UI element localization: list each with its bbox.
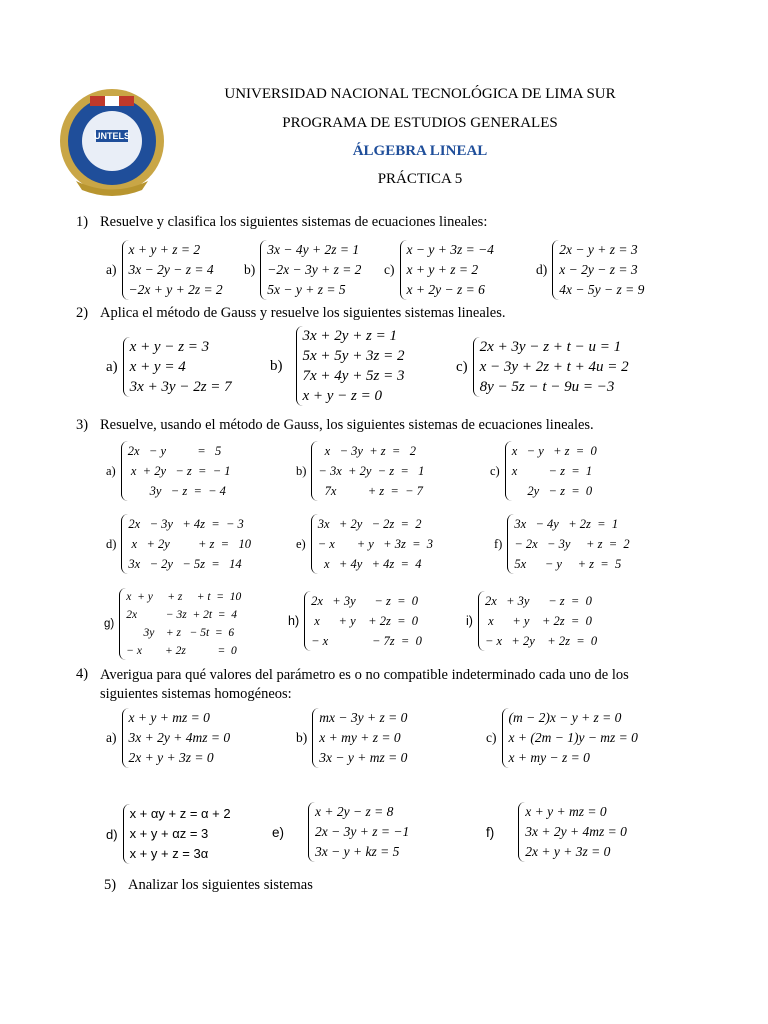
equation: 2x − 3y + z = −1 xyxy=(315,824,410,839)
system-label: i) xyxy=(466,614,473,628)
equation: x + y + z = 3α xyxy=(129,846,209,861)
system-2c xyxy=(456,337,629,397)
equation: − x + 2y + 2z = 0 xyxy=(484,634,598,648)
system-label: a) xyxy=(106,262,117,277)
system-label: a) xyxy=(106,463,116,478)
system-label: b) xyxy=(296,730,308,745)
system-1a xyxy=(106,240,223,300)
equation: 2x + y + 3z = 0 xyxy=(128,750,214,765)
system-4c xyxy=(486,708,638,768)
university-name: UNIVERSIDAD NACIONAL TECNOLÓGICA DE LIMA SUR xyxy=(224,86,616,102)
equation: x + y + 2z = 0 xyxy=(311,614,419,628)
equation: x − 3y + 2z + t + 4u = 2 xyxy=(479,359,629,375)
system-3c xyxy=(490,441,597,501)
equation: x + y + z + t = 10 xyxy=(126,591,242,603)
system-4b xyxy=(296,708,407,768)
equation: 4x − 5y − z = 9 xyxy=(559,282,645,297)
equation: 3x + 2y − 2z = 2 xyxy=(317,517,422,531)
question-4 xyxy=(76,666,676,704)
equation: − 2x − 3y + z = 2 xyxy=(514,537,630,551)
equation: x + 2y − z = 8 xyxy=(315,804,394,819)
equation: x + my + z = 0 xyxy=(319,730,401,745)
system-label: b) xyxy=(270,357,283,374)
system-label: b) xyxy=(296,463,307,478)
equation: 5x − y + z = 5 xyxy=(267,282,346,297)
system-label: d) xyxy=(536,262,548,277)
system-4e xyxy=(272,802,409,862)
question-number: 1) xyxy=(76,214,89,230)
question-text: Averigua para qué valores del parámetro es o no compatible indeterminado cada uno de los siguientes sistemas homogéneos: xyxy=(100,667,629,702)
equation: − x + y + 3z = 3 xyxy=(317,537,434,551)
equation: x − 2y − z = 3 xyxy=(559,262,638,277)
system-3a xyxy=(106,441,231,501)
question-text: Resuelve, usando el método de Gauss, los siguientes sistemas de ecuaciones lineales. xyxy=(100,417,594,433)
system-label: g) xyxy=(104,618,115,630)
equation: x + my − z = 0 xyxy=(508,750,590,765)
equation: 5x + 5y + 3z = 2 xyxy=(302,348,405,364)
logo-text: UNTELS xyxy=(94,131,130,141)
equation: x + (2m − 1)y − mz = 0 xyxy=(508,730,638,745)
equation: − x + 2z = 0 xyxy=(126,645,237,657)
equation: x + 2y − z = 6 xyxy=(406,282,485,297)
system-label: e) xyxy=(296,536,306,551)
system-label: f) xyxy=(486,824,495,840)
equation: x + y + mz = 0 xyxy=(128,710,210,725)
question-text: Aplica el método de Gauss y resuelve los siguientes sistemas lineales. xyxy=(100,305,506,321)
equation: −2x − 3y + z = 2 xyxy=(267,262,362,277)
equation: x + 2y − z = − 1 xyxy=(127,464,231,478)
equation: − x − 7z = 0 xyxy=(311,634,422,648)
equation: 2y − z = 0 xyxy=(511,484,593,498)
equation: 3y + z − 5t = 6 xyxy=(126,627,235,639)
system-3g xyxy=(104,588,241,660)
system-label: d) xyxy=(106,826,118,842)
equation: (m − 2)x − y + z = 0 xyxy=(508,710,622,725)
system-3b xyxy=(296,441,424,501)
system-label: e) xyxy=(272,824,285,840)
system-label: a) xyxy=(106,730,117,745)
equation: 2x − y + z = 3 xyxy=(559,242,638,257)
question-3 xyxy=(76,417,594,434)
equation: x + y + z = 2 xyxy=(406,262,479,277)
equation: 2x + 3y − z + t − u = 1 xyxy=(479,339,622,355)
equation: x − 3y + z = 2 xyxy=(318,444,416,458)
equation: 7x + 4y + 5z = 3 xyxy=(302,368,405,384)
system-3d xyxy=(106,514,251,574)
question-text: Resuelve y clasifica los siguientes sistemas de ecuaciones lineales: xyxy=(100,214,488,230)
equation: x − y + 3z = −4 xyxy=(406,242,494,257)
equation: 2x + y + 3z = 0 xyxy=(525,844,611,859)
question-1 xyxy=(76,214,487,231)
equation: x + y + 2z = 0 xyxy=(484,614,592,628)
equation: 5x − y + z = 5 xyxy=(514,557,622,571)
equation: −2x + y + 2z = 2 xyxy=(128,282,223,297)
system-label: c) xyxy=(384,262,395,277)
question-5 xyxy=(104,877,313,894)
system-label: f) xyxy=(494,536,503,551)
system-3e xyxy=(296,514,433,574)
system-4f xyxy=(486,802,627,862)
question-2 xyxy=(76,305,506,322)
program-name: PROGRAMA DE ESTUDIOS GENERALES xyxy=(282,115,558,131)
system-label: a) xyxy=(106,358,118,375)
question-number: 2) xyxy=(76,305,89,321)
equation: 7x + z = − 7 xyxy=(318,484,423,498)
question-text: Analizar los siguientes sistemas xyxy=(128,877,313,893)
equation: 3x − y + mz = 0 xyxy=(319,750,408,765)
system-4d xyxy=(106,804,231,864)
equation: x + 2y + z = 10 xyxy=(128,537,251,551)
equation: 2x + 3y − z = 0 xyxy=(311,594,419,608)
question-number: 4) xyxy=(76,666,89,682)
equation: x + αy + z = α + 2 xyxy=(129,806,231,821)
course-title: ÁLGEBRA LINEAL xyxy=(352,143,488,159)
system-label: c) xyxy=(456,358,468,375)
equation: x + y + mz = 0 xyxy=(525,804,607,819)
system-label: c) xyxy=(486,730,497,745)
equation: x + y + z = 2 xyxy=(128,242,201,257)
equation: 3x + 2y + 4mz = 0 xyxy=(128,730,231,745)
equation: 3x + 2y + 4mz = 0 xyxy=(525,824,627,839)
question-number: 3) xyxy=(76,417,89,433)
question-number: 5) xyxy=(104,877,117,893)
equation: x + y − z = 3 xyxy=(129,339,210,355)
system-3i xyxy=(466,591,597,651)
equation: − 3x + 2y − z = 1 xyxy=(318,464,425,478)
system-1c xyxy=(384,240,494,300)
equation: 3y − z = − 4 xyxy=(127,484,226,498)
equation: 3x − 4y + 2z = 1 xyxy=(514,517,619,531)
equation: 3x + 3y − 2z = 7 xyxy=(129,379,232,395)
system-1b xyxy=(244,240,361,300)
system-label: c) xyxy=(490,463,500,478)
system-label: b) xyxy=(244,262,256,277)
system-3h xyxy=(288,591,422,651)
equation: 8y − 5z − t − 9u = −3 xyxy=(479,379,615,395)
system-1d xyxy=(536,240,644,300)
equation: 2x + 3y − z = 0 xyxy=(484,594,592,608)
equation: x − y + z = 0 xyxy=(511,444,597,458)
practice-title: PRÁCTICA 5 xyxy=(377,171,463,187)
equation: 3x − 2y − 5z = 14 xyxy=(128,557,242,571)
equation: 3x − 2y − z = 4 xyxy=(128,262,214,277)
system-2b xyxy=(270,326,405,406)
equation: x + 4y + 4z = 4 xyxy=(317,557,422,571)
system-2a xyxy=(106,337,232,397)
equation: 3x − y + kz = 5 xyxy=(315,844,400,859)
equation: 2x − 3y + 4z = − 3 xyxy=(128,517,244,531)
equation: 2x − 3z + 2t = 4 xyxy=(126,609,238,621)
equation: 3x + 2y + z = 1 xyxy=(302,328,398,344)
system-label: h) xyxy=(288,614,300,628)
system-4a xyxy=(106,708,230,768)
equation: x + y = 4 xyxy=(129,359,186,375)
equation: x + y + αz = 3 xyxy=(129,826,209,841)
equation: x + y − z = 0 xyxy=(302,388,383,404)
equation: 2x − y = 5 xyxy=(127,444,222,458)
equation: 3x − 4y + 2z = 1 xyxy=(267,242,360,257)
system-3f xyxy=(494,514,630,574)
equation: x − z = 1 xyxy=(511,464,593,478)
equation: mx − 3y + z = 0 xyxy=(319,710,408,725)
system-label: d) xyxy=(106,536,117,551)
